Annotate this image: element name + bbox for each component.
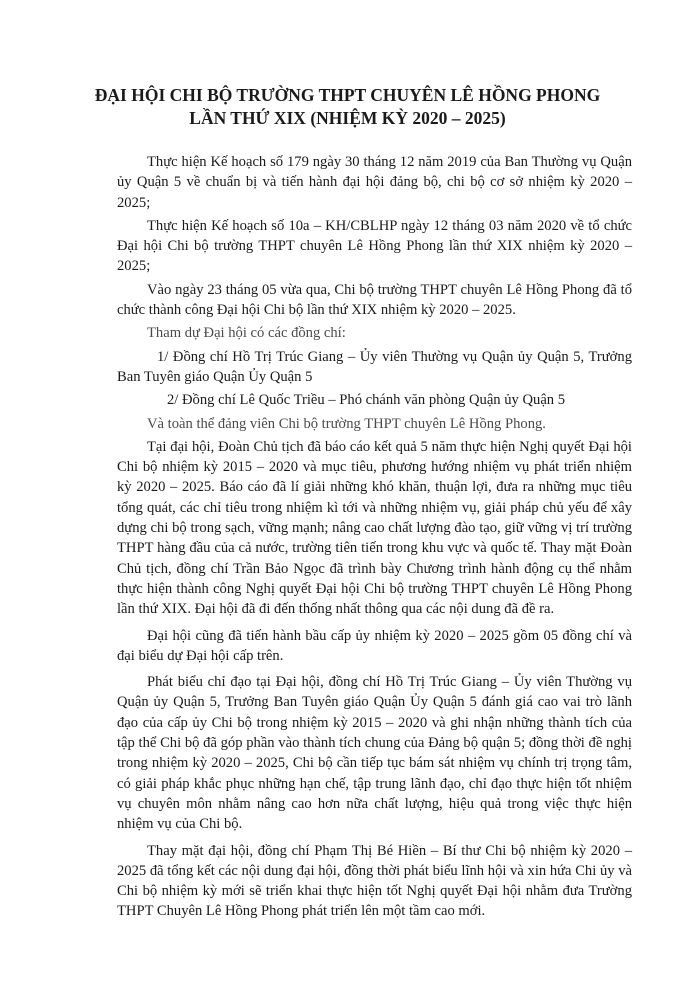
paragraph-report: Tại đại hội, Đoàn Chủ tịch đã báo cáo kết quả 5 năm thực hiện Nghị quyết Đại hội Chi bộ nhiệm kỳ 2015 – 2020 và mục tiêu, phương hướng nhiệm vụ phát triển nhiệm kỳ 2020 – 2025. Báo cáo đã lí giải những khó khăn, thuận lợi, đưa ra những mục tiêu tổng quát, các chỉ tiêu trong nhiệm kì tới và những nhiệm vụ, giải pháp chủ yếu để xây dựng chi bộ trong sạch, vững mạnh; nâng cao chất lượng đào tạo, giữ vững vị trí trường THPT hàng đầu của cả nước, trường tiên tiến trong khu vực và quốc tế. Thay mặt Đoàn Chủ tịch, đồng chí Trần Bảo Ngọc đã trình bày Chương trình hành động cụ thể nhằm thực hiện thành công Nghị quyết Đại hội Chi bộ trường THPT chuyên Lê Hồng Phong lần thứ XIX. Đại hội đã đi đến thống nhất thông qua các nội dung đã đề ra. [117, 438, 632, 618]
paragraph-congress-date: Vào ngày 23 tháng 05 vừa qua, Chi bộ trường THPT chuyên Lê Hồng Phong đã tổ chức thành công Đại hội Chi bộ lần thứ XIX nhiệm kỳ 2020 – 2025. [117, 281, 632, 319]
paragraph-plan-10a: Thực hiện Kế hoạch số 10a – KH/CBLHP ngày 12 tháng 03 năm 2020 về tổ chức Đại hội Chi bộ trường THPT chuyên Lê Hồng Phong lần thứ XIX nhiệm kỳ 2020 – 2025; [117, 217, 632, 275]
paragraph-attendee-2: 2/ Đồng chí Lê Quốc Triều – Phó chánh văn phòng Quận ủy Quận 5 [167, 392, 566, 409]
paragraph-plan-179: Thực hiện Kế hoạch số 179 ngày 30 tháng 12 năm 2019 của Ban Thường vụ Quận ủy Quận 5 về chuẩn bị và tiến hành đại hội đảng bộ, chi bộ cơ sở nhiệm kỳ 2020 – 2025; [117, 154, 632, 211]
page-title [60, 84, 635, 130]
article-body [117, 152, 632, 922]
title-line-1: ĐẠI HỘI CHI BỘ TRƯỜNG THPT CHUYÊN LÊ HỒNG PHONG [94, 85, 601, 105]
title-line-2: LẦN THỨ XIX (NHIỆM KỲ 2020 – 2025) [189, 108, 506, 128]
paragraph-election: Đại hội cũng đã tiến hành bầu cấp ủy nhiệm kỳ 2020 – 2025 gồm 05 đồng chí và đại biểu dự Đại hội cấp trên. [117, 627, 632, 664]
paragraph-closing: Thay mặt đại hội, đồng chí Phạm Thị Bé Hiền – Bí thư Chi bộ nhiệm kỳ 2020 – 2025 đã tổng kết các nội dung đại hội, đồng thời phát biểu lĩnh hội và xin hứa Chi ủy và Chi bộ nhiệm kỳ mới sẽ triển khai thực hiện tốt Nghị quyết Đại hội nhằm đưa Trường THPT Chuyên Lê Hồng Phong phát triển lên một tầm cao mới. [117, 842, 632, 920]
paragraph-attendees-intro: Tham dự Đại hội có các đồng chí: [147, 325, 346, 342]
paragraph-all-members: Và toàn thể đảng viên Chi bộ trường THPT chuyên Lê Hồng Phong. [147, 415, 546, 432]
paragraph-attendee-1: 1/ Đồng chí Hồ Trị Trúc Giang – Ủy viên Thường vụ Quận ủy Quận 5, Trưởng Ban Tuyên giáo Quận Ủy Quận 5 [117, 348, 632, 385]
paragraph-guidance-speech: Phát biểu chỉ đạo tại Đại hội, đồng chí Hồ Trị Trúc Giang – Ủy viên Thường vụ Quận ủy Quận 5, Trưởng Ban Tuyên giáo Quận Ủy Quận 5 đánh giá cao vai trò lãnh đạo của cấp ủy Chi bộ trong nhiệm kỳ 2015 – 2020 và ghi nhận những thành tích của tập thể Chi bộ đã góp phần vào thành tích chung của Đảng bộ quận 5; đồng thời đề nghị trong nhiệm kỳ 2020 – 2025, Chi bộ cần tiếp tục bám sát nhiệm vụ chính trị trọng tâm, có giải pháp khắc phục những hạn chế, tập trung lãnh đạo, chỉ đạo thực hiện tốt nhiệm vụ chuyên môn nhằm nâng cao hơn nữa chất lượng, hiệu quả trong việc thực hiện nhiệm vụ của Chi bộ. [117, 674, 632, 833]
